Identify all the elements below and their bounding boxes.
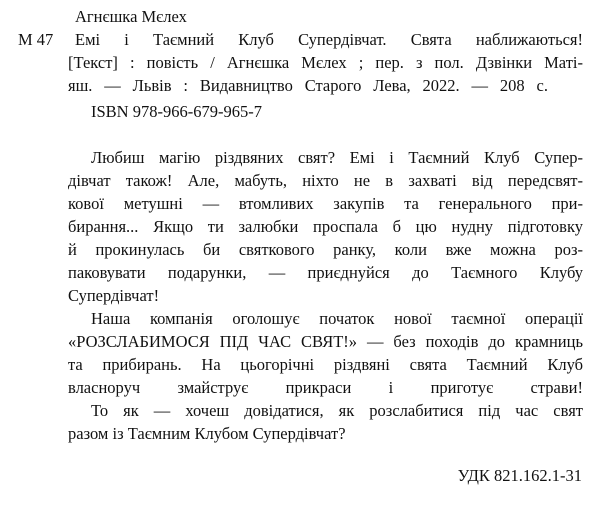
annotation-p3-line-1: То як — хочеш довідатися, як розслабитися під час свят <box>91 401 583 420</box>
isbn: ISBN 978-966-679-965-7 <box>91 102 262 121</box>
annotation-p1-line-5: й прокинулась би святкового ранку, коли вже можна роз- <box>68 240 583 259</box>
annotation-p3-line-2: разом із Таємним Клубом Супердівчат? <box>68 424 346 443</box>
description-line-3: яш. — Львів : Видавництво Старого Лева, 2022. — 208 с. <box>68 76 548 95</box>
annotation-p1-line-2: дівчат також! Але, мабуть, ніхто не в захваті від передсвят- <box>68 171 583 190</box>
shelf-code: М 47 <box>18 30 54 49</box>
author-heading: Агнєшка Мєлех <box>75 7 187 26</box>
annotation-p2-line-4: власноруч змайструє прикраси і приготує страви! <box>68 378 583 397</box>
annotation-p1-line-7: Супердівчат! <box>68 286 160 305</box>
annotation-p2-line-1: Наша компанія оголошує початок нової таємної операції <box>91 309 583 328</box>
annotation-p1-line-1: Любиш магію різдвяних свят? Емі і Таємний Клуб Супер- <box>91 148 583 167</box>
annotation-p1-line-6: паковувати подарунки, — приєднуйся до Таємного Клубу <box>68 263 583 282</box>
annotation-p2-line-3: та прибирань. На цьогорічні різдвяні свята Таємний Клуб <box>68 355 583 374</box>
annotation-p2-line-2: «РОЗСЛАБИМОСЯ ПІД ЧАС СВЯТ!» — без походів до крамниць <box>68 332 583 351</box>
annotation-p1-line-4: бирання... Якщо ти залюбки проспала б цю нудну підготовку <box>68 217 583 236</box>
description-line-1: Емі і Таємний Клуб Супердівчат. Свята наближаються! <box>75 30 583 49</box>
description-line-2: [Текст] : повість / Агнєшка Мєлех ; пер. з пол. Дзвінки Маті- <box>68 53 583 72</box>
annotation-p1-line-3: кової метушні — втомливих закупів та генерального при- <box>68 194 583 213</box>
udc-code: УДК 821.162.1-31 <box>457 466 582 485</box>
